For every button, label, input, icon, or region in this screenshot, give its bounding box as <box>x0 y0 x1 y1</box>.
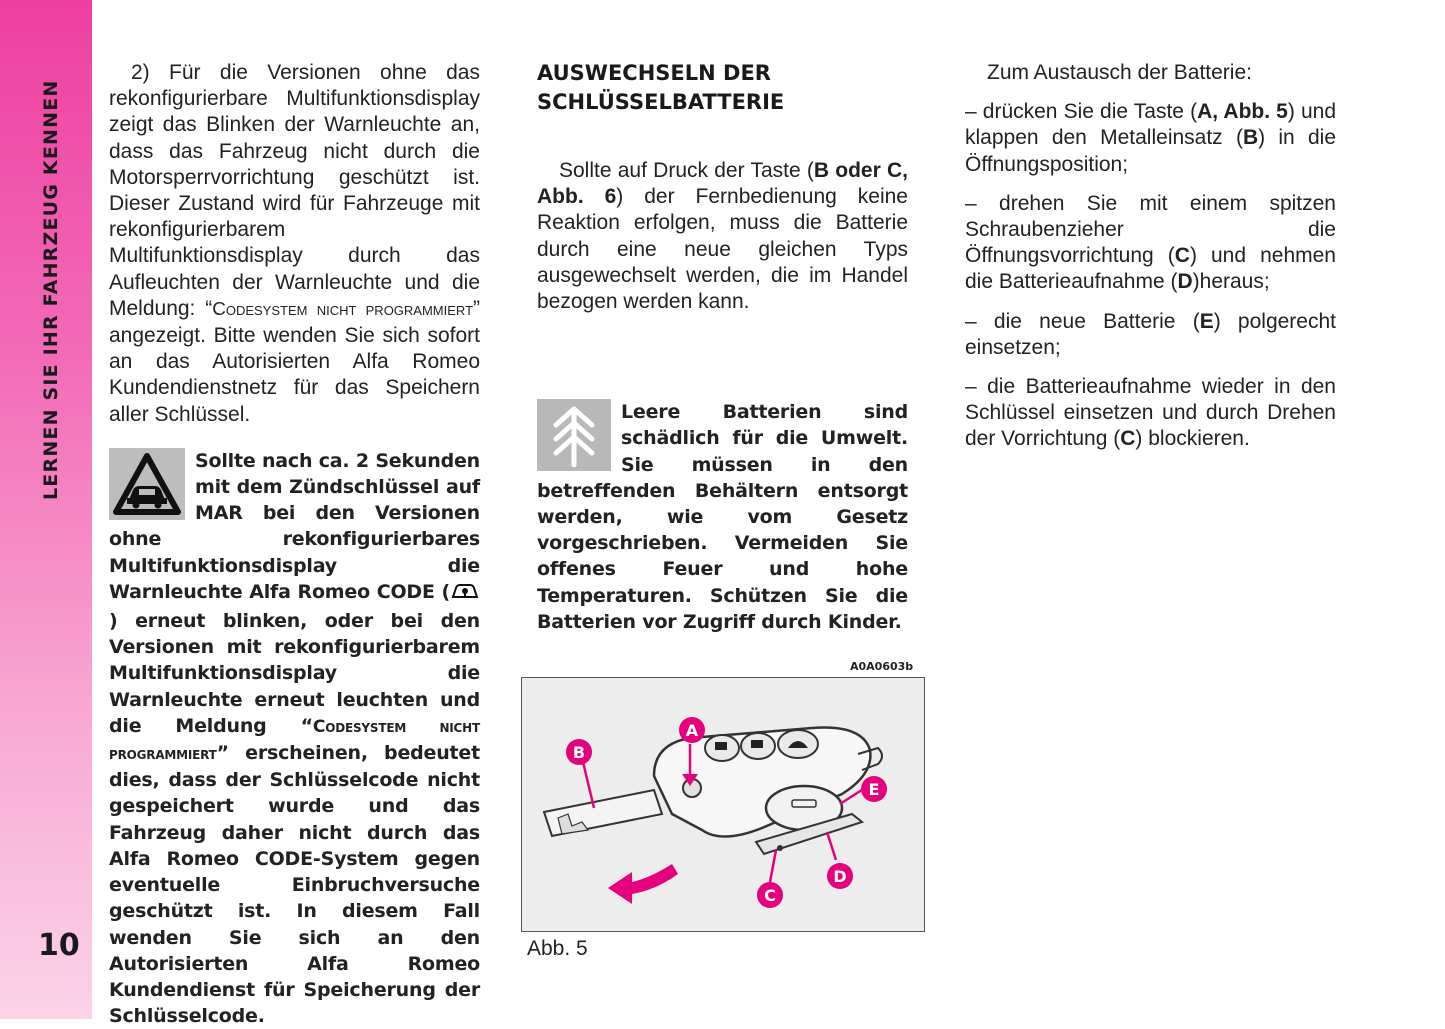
text: Leere Batterien sind schädlich für die Umwelt. Sie müssen in den betreffenden Behältern entsorgt werden, wie vom Gesetz vorgeschrieben. Vermeiden Sie offenes Feuer und hohe Temperaturen. Schützen Sie die Batterien vor Zugriff durch Kinder. <box>537 401 908 633</box>
paragraph-code-info <box>109 60 480 428</box>
warning-block <box>109 448 480 1029</box>
section-title: LERNEN SIE IHR FAHRZEUG KENNEN <box>40 79 62 500</box>
text: 2) Für die Versionen ohne das rekonfigurierbare Multifunktionsdisplay zeigt das Blinken der Warnleuchte an, dass das Fahrzeug nicht durch die Motorsperrvorrichtung geschützt ist. Dieser Zustand wird für Fahrzeuge mit rekonfigurierbarem Multifunktionsdisplay durch das Aufleuchten der Warnleuchte und die Meldung: “ <box>109 61 480 320</box>
label-e: E <box>868 780 880 799</box>
step-3 <box>965 309 1336 361</box>
text: ) polgerecht einsetzen; <box>965 309 1336 359</box>
page-number: 10 <box>38 928 80 963</box>
step-4 <box>965 374 1336 453</box>
label-d: D <box>833 867 847 886</box>
text: ) blockieren. <box>1135 427 1250 451</box>
text: – die Batterieaufnahme wieder in den Schlüssel einsetzen und durch Drehen der Vorrichtung ( <box>965 375 1336 451</box>
text: – drehen Sie mit einem spitzen Schraubenzieher die Öffnungsvorrichtung ( <box>965 191 1336 268</box>
key-illustration <box>521 677 925 932</box>
label-b: B <box>572 743 586 762</box>
key-car-symbol-icon <box>450 581 480 608</box>
text: ) erneut blinken, oder bei den Versionen mit rekonfigurierbarem Multifunktionsdisplay die Warnleuchte erneut leuchten und die Meldung “ <box>109 610 480 737</box>
text: ” angezeigt. Bitte wenden Sie sich sofort an das Autorisierten Alfa Romeo Kundendienstnetz für das Speichern aller Schlüssel. <box>109 296 481 426</box>
message-text: Codesystem nicht programmiert <box>212 298 474 320</box>
text: )heraus; <box>1192 270 1270 294</box>
text: ) der Fernbedienung keine Reaktion erfolgen, muss die Batterie durch eine neue gleichen Typs ausgewechselt werden, die im Handel bezogen werden kann. <box>537 185 908 314</box>
paragraph-battery <box>537 158 908 315</box>
sidebar <box>0 0 92 1019</box>
step-2 <box>965 191 1336 296</box>
text-bold: B oder C, Abb. 6 <box>537 159 908 209</box>
text-bold: C <box>1174 244 1190 268</box>
column-1 <box>109 60 480 1029</box>
heading-line: SCHLÜSSELBATTERIE <box>537 90 785 114</box>
label-c: C <box>764 886 776 905</box>
text: Sollte auf Druck der Taste ( <box>559 159 814 182</box>
figure-caption: Abb. 5 <box>527 937 588 960</box>
label-a: A <box>685 721 699 740</box>
text-bold: B <box>1242 126 1259 150</box>
section-heading <box>537 59 917 117</box>
column-3 <box>965 60 1336 466</box>
text: ) und nehmen die Batterieaufnahme ( <box>965 244 1336 294</box>
heading-line: AUSWECHSELN DER <box>537 61 771 85</box>
step-1 <box>965 99 1336 178</box>
text-bold: D <box>1177 270 1193 294</box>
text: ) und klappen den Metalleinsatz ( <box>965 100 1336 150</box>
recycle-tree-icon <box>537 399 611 471</box>
text: – drücken Sie die Taste ( <box>965 100 1198 124</box>
intro-text: Zum Austausch der Batterie: <box>987 61 1252 84</box>
text-bold: C <box>1120 427 1136 451</box>
figure-code: A0A0603b <box>850 660 914 673</box>
text: Sollte nach ca. 2 Sekunden mit dem Zündschlüssel auf MAR bei den Versionen ohne rekonfigurierbares Multifunktionsdisplay die Warnleuchte Alfa Romeo CODE ( <box>109 449 480 603</box>
text: – die neue Batterie ( <box>965 309 1200 333</box>
environment-warning <box>537 399 908 635</box>
text: ) in die Öffnungsposition; <box>965 126 1336 176</box>
text: ” erscheinen, bedeutet dies, dass der Schlüsselcode nicht gespeichert wurde und das Fahrzeug daher nicht durch das Alfa Romeo CODE-System gegen eventuelle Einbruchversuche geschützt ist. In diesem Fall wenden Sie sich an den Autorisierten Alfa Romeo Kundendienst für Speicherung der Schlüsselcode. <box>109 742 480 1028</box>
text-bold: A, Abb. 5 <box>1197 100 1288 124</box>
text-bold: E <box>1199 309 1214 333</box>
car-warning-icon <box>109 448 185 520</box>
column-2 <box>537 158 908 635</box>
message-text: Codesystem nicht programmiert <box>109 716 480 765</box>
